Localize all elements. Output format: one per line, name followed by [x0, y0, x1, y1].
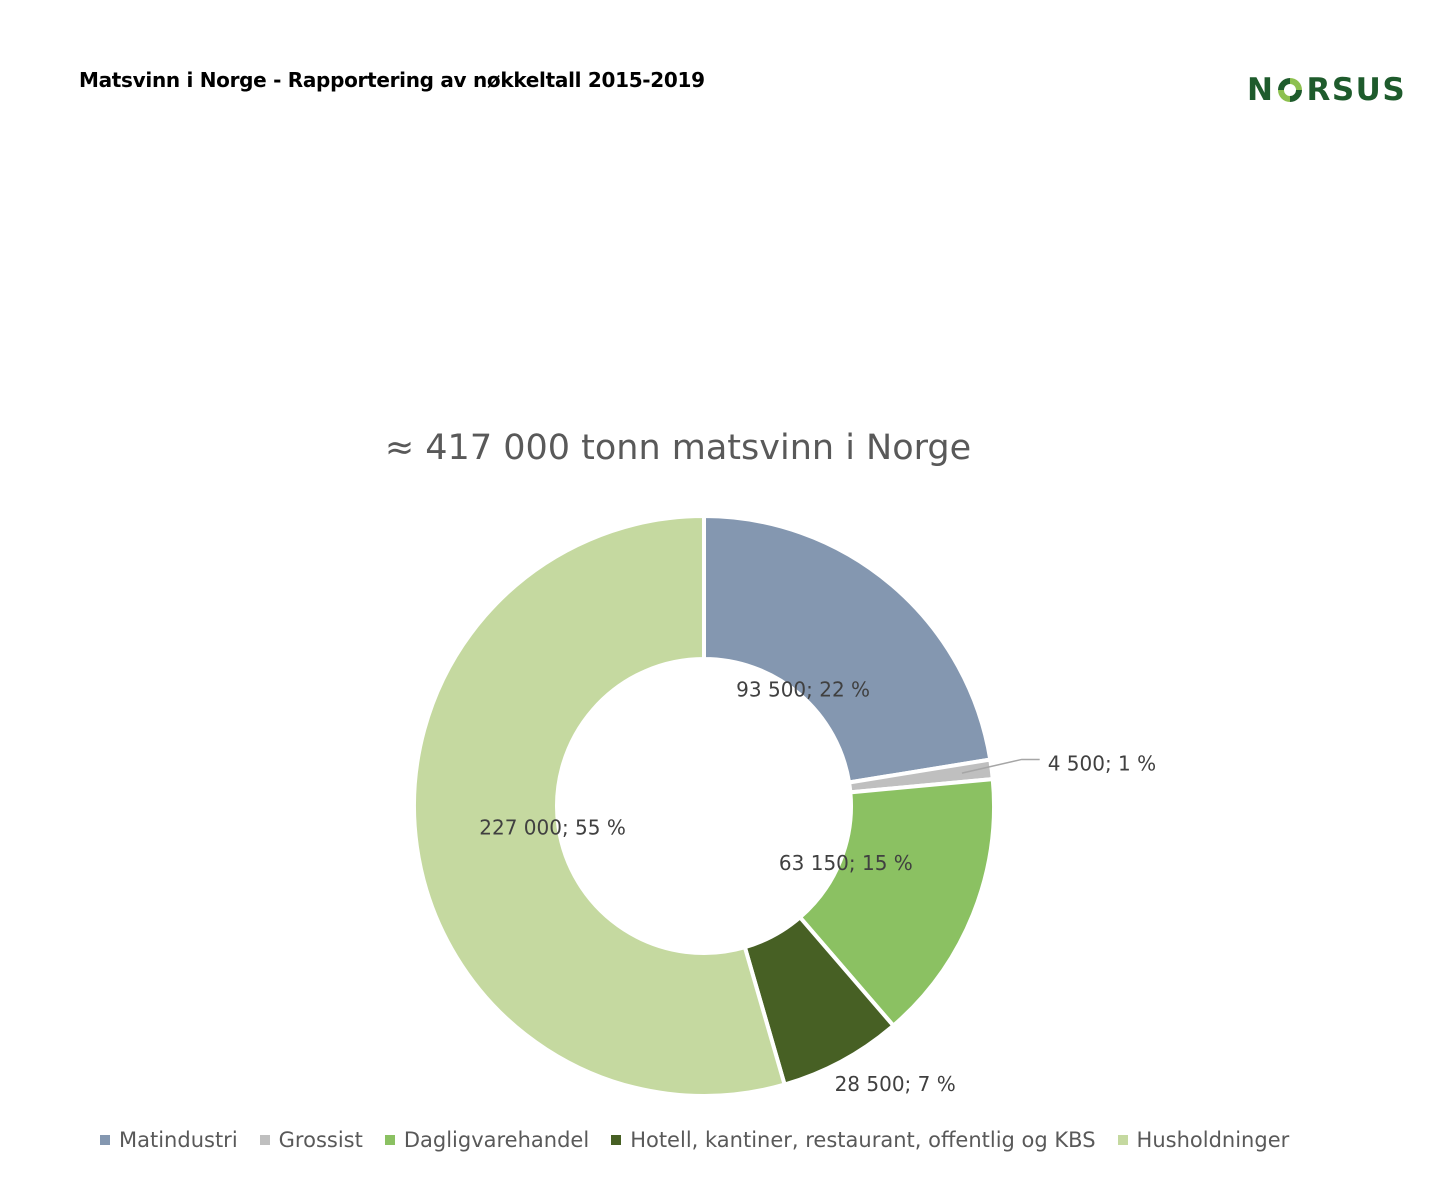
slice-matindustri [704, 516, 990, 782]
legend-label: Dagligvarehandel [403, 1128, 590, 1152]
legend-label: Matindustri [119, 1128, 238, 1152]
data-label-husholdninger: 227 000; 55 % [479, 815, 626, 840]
legend-swatch [100, 1135, 110, 1145]
legend-swatch [611, 1135, 621, 1145]
legend-item-dagligvarehandel [385, 1128, 589, 1152]
data-label-matindustri: 93 500; 22 % [736, 677, 871, 702]
legend-swatch [385, 1135, 395, 1145]
chart-legend [100, 1128, 1311, 1152]
data-label-dagligvarehandel: 63 150; 15 % [778, 851, 913, 876]
logo-text-start: N [1247, 72, 1275, 108]
legend-label: Husholdninger [1136, 1128, 1290, 1152]
page-title: Matsvinn i Norge - Rapportering av nøkkeltall 2015-2019 [79, 68, 705, 92]
chart-title: ≈ 417 000 tonn matsvinn i Norge [384, 428, 972, 468]
legend-item-hotell-kantiner-restaurant-offentlig-og-kbs [611, 1128, 1095, 1152]
legend-swatch [1118, 1135, 1128, 1145]
data-label-grossist: 4 500; 1 % [1047, 751, 1157, 776]
logo-text-end: RSUS [1306, 72, 1407, 108]
legend-item-husholdninger [1118, 1128, 1290, 1152]
legend-label: Hotell, kantiner, restaurant, offentlig og KBS [630, 1128, 1096, 1152]
legend-item-grossist [260, 1128, 363, 1152]
data-label-hotell-kantiner-restaurant-offentlig-og-kbs: 28 500; 7 % [834, 1071, 956, 1096]
legend-swatch [260, 1135, 270, 1145]
legend-item-matindustri [100, 1128, 238, 1152]
legend-label: Grossist [278, 1128, 363, 1152]
